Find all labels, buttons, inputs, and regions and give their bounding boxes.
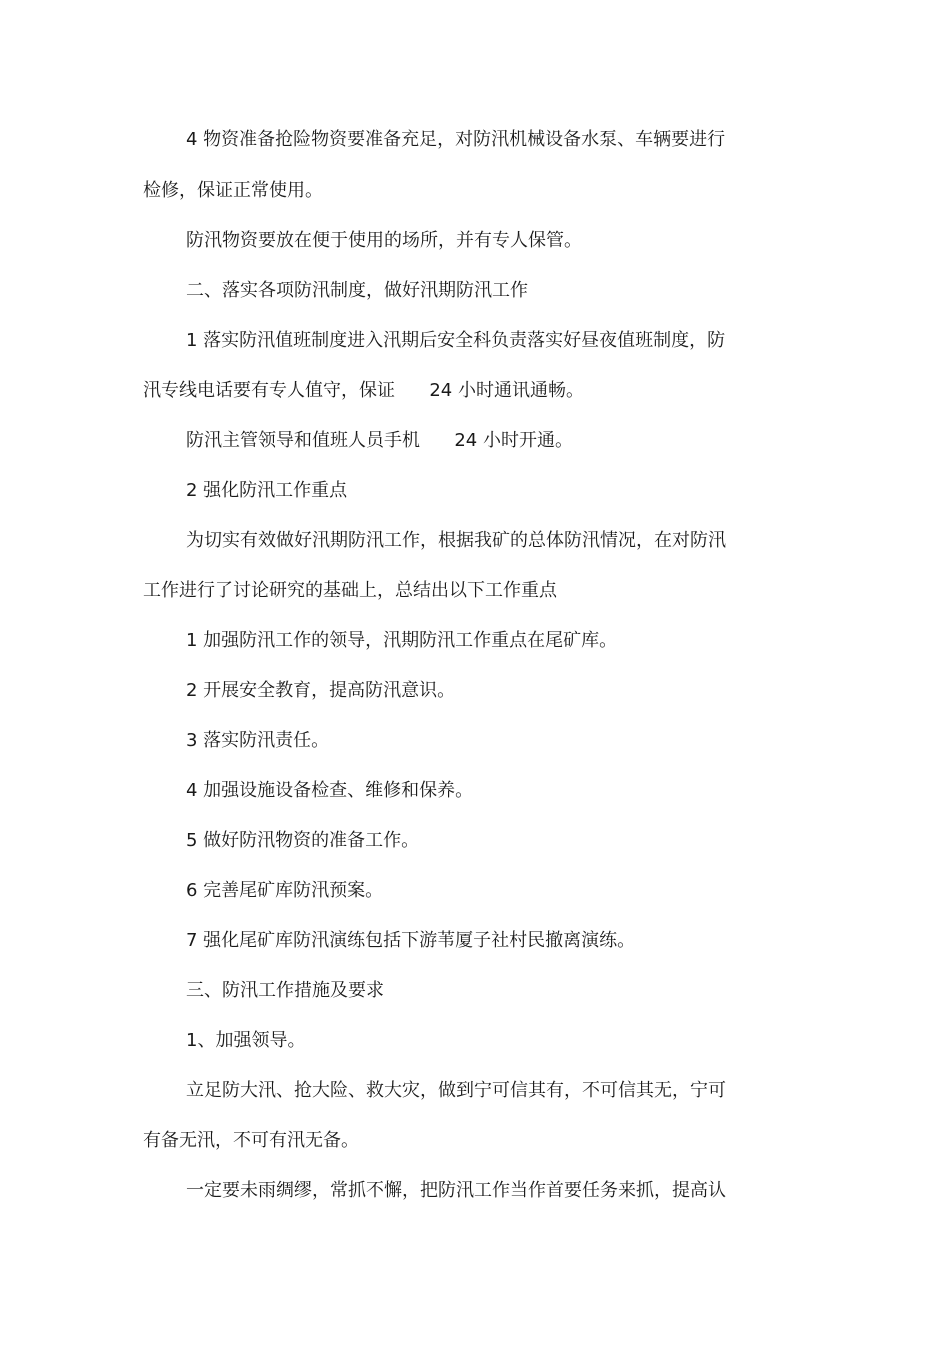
list-item-2: 2 开展安全教育，提高防汛意识。 bbox=[186, 680, 456, 701]
list-item-1: 1 加强防汛工作的领导，汛期防汛工作重点在尾矿库。 bbox=[186, 630, 618, 651]
text-line-10: 工作进行了讨论研究的基础上，总结出以下工作重点 bbox=[143, 580, 557, 601]
text-line-6: 汛专线电话要有专人值守，保证 24 小时通讯通畅。 bbox=[143, 380, 584, 401]
text-line-21: 有备无汛，不可有汛无备。 bbox=[143, 1130, 359, 1151]
section-heading-3: 三、防汛工作措施及要求 bbox=[186, 980, 384, 1001]
text-line-9: 为切实有效做好汛期防汛工作，根据我矿的总体防汛情况，在对防汛 bbox=[186, 530, 726, 551]
text-line-20: 立足防大汛、抢大险、救大灾，做到宁可信其有，不可信其无，宁可 bbox=[186, 1080, 726, 1101]
text-line-7: 防汛主管领导和值班人员手机 24 小时开通。 bbox=[186, 430, 573, 451]
text-line-2: 检修，保证正常使用。 bbox=[143, 180, 323, 201]
text-line-5: 1 落实防汛值班制度进入汛期后安全科负责落实好昼夜值班制度，防 bbox=[186, 330, 726, 351]
list-item-5: 5 做好防汛物资的准备工作。 bbox=[186, 830, 420, 851]
text-line-1: 4 物资准备抢险物资要准备充足，对防汛机械设备水泵、车辆要进行 bbox=[186, 129, 726, 150]
list-item-3: 3 落实防汛责任。 bbox=[186, 730, 330, 751]
list-item-7: 7 强化尾矿库防汛演练包括下游苇厦子社村民撤离演练。 bbox=[186, 930, 636, 951]
text-line-22: 一定要未雨绸缪，常抓不懈，把防汛工作当作首要任务来抓，提高认 bbox=[186, 1180, 726, 1201]
section-heading-2: 二、落实各项防汛制度，做好汛期防汛工作 bbox=[186, 280, 528, 301]
subheading-focus: 2 强化防汛工作重点 bbox=[186, 480, 348, 501]
list-item-4: 4 加强设施设备检查、维修和保养。 bbox=[186, 780, 474, 801]
list-item-6: 6 完善尾矿库防汛预案。 bbox=[186, 880, 384, 901]
subheading-leadership: 1、加强领导。 bbox=[186, 1030, 306, 1051]
text-line-3: 防汛物资要放在便于使用的场所，并有专人保管。 bbox=[186, 230, 582, 251]
